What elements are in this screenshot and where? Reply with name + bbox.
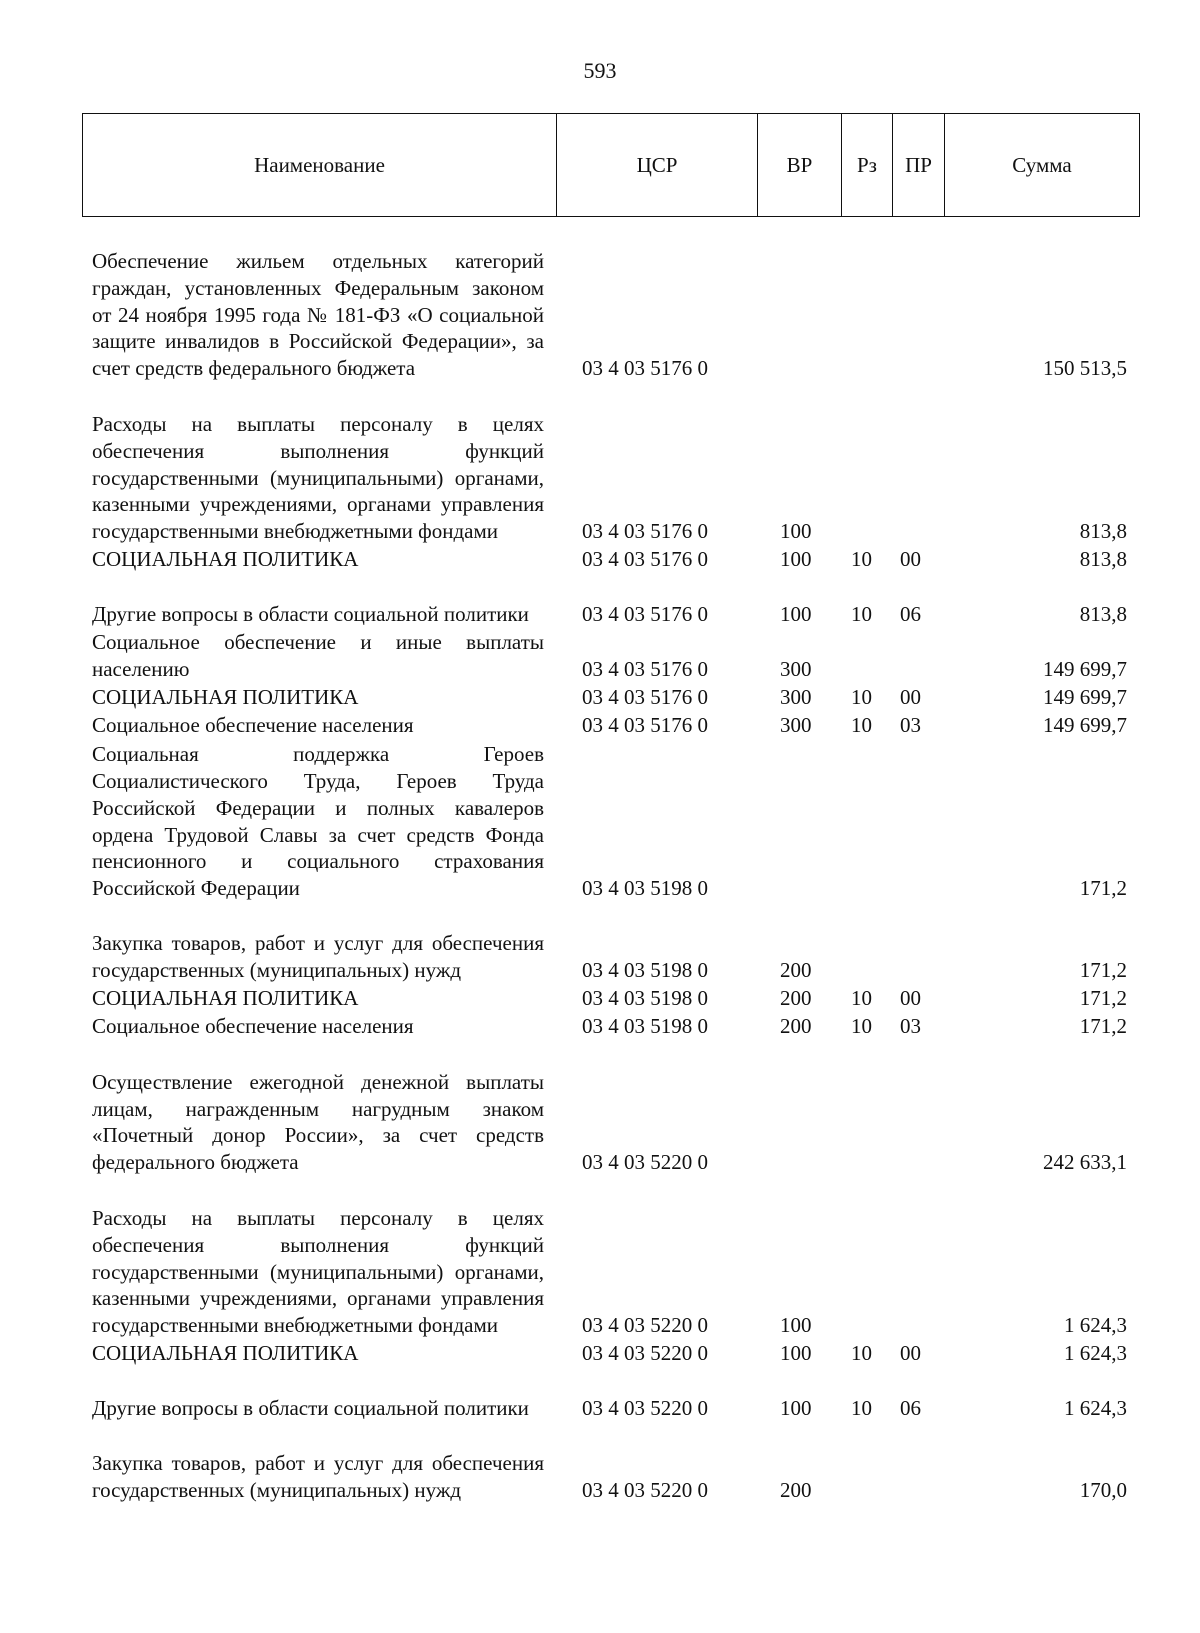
row-pr: 03: [900, 713, 921, 738]
row-vr: 200: [780, 1478, 812, 1503]
row-vr: 200: [780, 986, 812, 1011]
row-sum: 149 699,7: [1043, 657, 1127, 682]
table-row: [0, 628, 1200, 683]
row-sum: 150 513,5: [1043, 356, 1127, 381]
row-name: Социальное обеспечение населения: [92, 713, 414, 738]
row-name: Осуществление ежегодной денежной выплаты лицам, награжденным нагрудным знаком «Почетный донор России», за счет средств федерального бюджета: [92, 1069, 544, 1175]
row-vr: 100: [780, 519, 812, 544]
row-sum: 1 624,3: [1064, 1396, 1127, 1421]
row-csr: 03 4 03 5176 0: [582, 713, 708, 738]
row-csr: 03 4 03 5198 0: [582, 958, 708, 983]
row-name: Расходы на выплаты персоналу в целях обеспечения выполнения функций государственными (муниципальными) органами, казенными учреждениями, органами управления государственными внебюджетными фондами: [92, 412, 544, 544]
row-pr: 00: [900, 547, 921, 572]
row-name: Социальная поддержка Героев Социалистического Труда, Героев Труда Российской Федерации и полных кавалеров ордена Трудовой Славы за счет средств Фонда пенсионного и социального страхования Российской Федерации: [92, 742, 544, 901]
row-pr: 00: [900, 685, 921, 710]
row-sum: 149 699,7: [1043, 685, 1127, 710]
row-sum: 813,8: [1079, 519, 1127, 544]
table-row: [0, 1176, 1200, 1339]
row-csr: 03 4 03 5220 0: [582, 1396, 708, 1421]
row-pr: 06: [900, 602, 921, 627]
row-pr: 03: [900, 1014, 921, 1039]
table-row: [0, 1012, 1200, 1040]
row-csr: 03 4 03 5220 0: [582, 1478, 708, 1503]
row-sum: 171,2: [1079, 876, 1127, 901]
row-sum: 813,8: [1079, 547, 1127, 572]
row-vr: 100: [780, 1313, 812, 1338]
row-csr: 03 4 03 5198 0: [582, 876, 708, 901]
row-pr: 06: [900, 1396, 921, 1421]
row-rz: 10: [851, 986, 872, 1011]
row-vr: 100: [780, 547, 812, 572]
table-row: [0, 1367, 1200, 1422]
row-sum: 171,2: [1079, 1014, 1127, 1039]
table-row: [0, 902, 1200, 984]
row-name: Другие вопросы в области социальной политики: [92, 602, 529, 627]
row-vr: 200: [780, 958, 812, 983]
row-rz: 10: [851, 1341, 872, 1366]
row-name: СОЦИАЛЬНАЯ ПОЛИТИКА: [92, 685, 359, 710]
row-sum: 1 624,3: [1064, 1341, 1127, 1366]
row-name: СОЦИАЛЬНАЯ ПОЛИТИКА: [92, 1341, 359, 1366]
table-row: [0, 573, 1200, 628]
row-csr: 03 4 03 5176 0: [582, 356, 708, 381]
row-name: Другие вопросы в области социальной политики: [92, 1396, 529, 1421]
table-row: [0, 739, 1200, 902]
table-row: [0, 545, 1200, 573]
column-header-vr: ВР: [758, 114, 842, 216]
row-sum: 171,2: [1079, 986, 1127, 1011]
row-sum: 171,2: [1079, 958, 1127, 983]
row-csr: 03 4 03 5220 0: [582, 1313, 708, 1338]
table-row: [0, 1040, 1200, 1176]
row-name: СОЦИАЛЬНАЯ ПОЛИТИКА: [92, 547, 359, 572]
row-rz: 10: [851, 1396, 872, 1421]
row-vr: 300: [780, 685, 812, 710]
row-rz: 10: [851, 547, 872, 572]
row-csr: 03 4 03 5198 0: [582, 986, 708, 1011]
row-vr: 200: [780, 1014, 812, 1039]
column-header-name: Наименование: [83, 114, 557, 216]
row-vr: 100: [780, 1396, 812, 1421]
table-row: [0, 683, 1200, 711]
row-name: СОЦИАЛЬНАЯ ПОЛИТИКА: [92, 986, 359, 1011]
row-csr: 03 4 03 5176 0: [582, 519, 708, 544]
row-name: Социальное обеспечение и иные выплаты населению: [92, 630, 544, 682]
row-pr: 00: [900, 986, 921, 1011]
table-row: [0, 1339, 1200, 1367]
row-sum: 1 624,3: [1064, 1313, 1127, 1338]
row-name: Социальное обеспечение населения: [92, 1014, 414, 1039]
row-sum: 242 633,1: [1043, 1150, 1127, 1175]
row-rz: 10: [851, 713, 872, 738]
column-header-pr: ПР: [893, 114, 945, 216]
column-header-rz: Рз: [842, 114, 893, 216]
row-csr: 03 4 03 5176 0: [582, 685, 708, 710]
table-row: [0, 382, 1200, 545]
row-sum: 813,8: [1079, 602, 1127, 627]
row-sum: 149 699,7: [1043, 713, 1127, 738]
row-vr: 100: [780, 1341, 812, 1366]
row-name: Расходы на выплаты персоналу в целях обеспечения выполнения функций государственными (муниципальными) органами, казенными учреждениями, органами управления государственными внебюджетными фондами: [92, 1206, 544, 1338]
row-csr: 03 4 03 5220 0: [582, 1150, 708, 1175]
row-rz: 10: [851, 685, 872, 710]
row-csr: 03 4 03 5176 0: [582, 602, 708, 627]
row-rz: 10: [851, 602, 872, 627]
table-row: [0, 984, 1200, 1012]
row-name: Закупка товаров, работ и услуг для обеспечения государственных (муниципальных) нужд: [92, 931, 544, 983]
page-number: 593: [583, 58, 617, 83]
column-header-sum: Сумма: [1012, 152, 1072, 177]
row-sum: 170,0: [1079, 1478, 1127, 1503]
row-csr: 03 4 03 5220 0: [582, 1341, 708, 1366]
row-vr: 300: [780, 713, 812, 738]
row-rz: 10: [851, 1014, 872, 1039]
table-row: [0, 219, 1200, 382]
row-name: Закупка товаров, работ и услуг для обеспечения государственных (муниципальных) нужд: [92, 1451, 544, 1503]
table-header: [82, 113, 1140, 217]
row-csr: 03 4 03 5176 0: [582, 547, 708, 572]
row-vr: 300: [780, 657, 812, 682]
row-csr: 03 4 03 5176 0: [582, 657, 708, 682]
row-vr: 100: [780, 602, 812, 627]
table-row: [0, 1422, 1200, 1504]
table-row: [0, 711, 1200, 739]
table-body: [0, 219, 1200, 1504]
row-csr: 03 4 03 5198 0: [582, 1014, 708, 1039]
column-header-csr: ЦСР: [557, 114, 758, 216]
row-name: Обеспечение жильем отдельных категорий граждан, установленных Федеральным законом от 24 ноября 1995 года № 181-ФЗ «О социальной защите инвалидов в Российской Федерации», за счет средств федерального бюджета: [92, 249, 544, 381]
row-pr: 00: [900, 1341, 921, 1366]
